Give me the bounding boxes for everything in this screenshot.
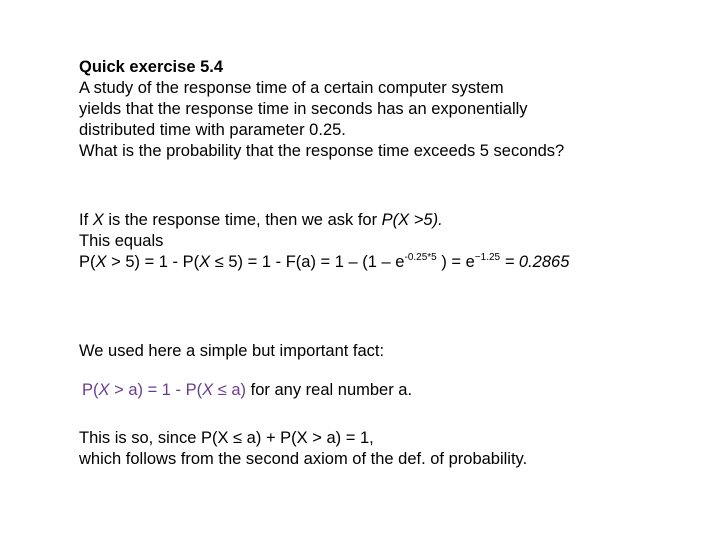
explanation-line: This is so, since P(X ≤ a) + P(X > a) = 1, bbox=[79, 429, 374, 447]
fact-intro bbox=[79, 341, 384, 362]
highlighted-formula bbox=[82, 381, 246, 399]
exponent: −1.25 bbox=[474, 252, 501, 263]
exercise-line: distributed time with parameter 0.25. bbox=[79, 121, 346, 139]
variable-x: X bbox=[202, 381, 214, 399]
solution-line-1 bbox=[79, 210, 569, 231]
result-value: = 0.2865 bbox=[500, 253, 570, 271]
exercise-line: A study of the response time of a certain computer system bbox=[79, 79, 504, 97]
fact-intro-text: We used here a simple but important fact: bbox=[79, 342, 385, 360]
exercise-block bbox=[79, 57, 564, 162]
variable-x: X bbox=[199, 253, 211, 271]
variable-x: X bbox=[98, 381, 110, 399]
solution-line-3 bbox=[79, 252, 569, 273]
variable-x: X bbox=[92, 211, 104, 229]
text-fragment: ≤ a) bbox=[213, 381, 247, 399]
solution-line-2: This equals bbox=[79, 232, 164, 250]
text-fragment: (a) = 1 – (1 – e bbox=[295, 253, 405, 271]
exercise-line: yields that the response time in seconds has an exponentially bbox=[79, 100, 528, 118]
solution-block bbox=[79, 210, 569, 273]
text-fragment: > 5) = 1 - P( bbox=[106, 253, 200, 271]
text-fragment: P( bbox=[79, 253, 96, 271]
text-fragment: is the response time, then we ask for bbox=[103, 211, 382, 229]
text-fragment: ≤ 5) = 1 - bbox=[210, 253, 286, 271]
variable-x: X bbox=[95, 253, 107, 271]
cdf-symbol: F bbox=[285, 253, 296, 271]
text-fragment: If bbox=[79, 211, 93, 229]
fact-statement bbox=[82, 380, 412, 401]
exercise-title: Quick exercise 5.4 bbox=[79, 58, 224, 76]
text-fragment: P( bbox=[82, 381, 99, 399]
explanation-line: which follows from the second axiom of the def. of probability. bbox=[79, 450, 528, 468]
exponent: -0.25*5 bbox=[404, 252, 437, 263]
fact-suffix: for any real number a. bbox=[246, 381, 413, 399]
exercise-line: What is the probability that the response time exceeds 5 seconds? bbox=[79, 142, 565, 160]
probability-expression: P(X >5). bbox=[381, 211, 443, 229]
text-fragment: ) = e bbox=[436, 253, 475, 271]
explanation-block bbox=[79, 428, 527, 470]
fact-line bbox=[82, 380, 412, 401]
text-fragment: > a) = 1 - P( bbox=[109, 381, 203, 399]
